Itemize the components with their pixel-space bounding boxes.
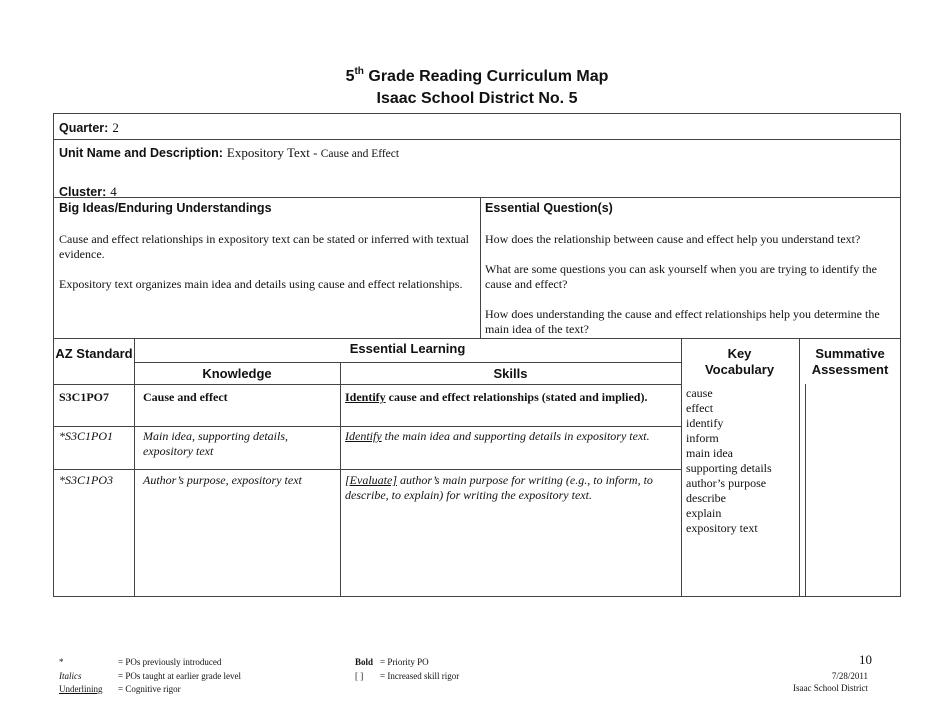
unit-row (59, 144, 399, 162)
unit-value: Expository Text (226, 145, 310, 160)
vocabulary-item: cause (686, 386, 713, 400)
legend-key: [ ] (355, 671, 364, 681)
row-2-skill-text: the main idea and supporting details in expository text. (381, 429, 650, 443)
essential-questions-heading: Essential Question(s) (485, 201, 613, 215)
divider (480, 197, 481, 338)
divider (53, 197, 901, 198)
unit-subvalue: Cause and Effect (320, 148, 400, 160)
vocabulary-item: expository text (686, 521, 758, 535)
header-skills: Skills (493, 366, 528, 381)
big-ideas-para-1: Cause and effect relationships in expository text can be stated or inferred with textual evidence. (59, 232, 469, 261)
title-rest: Grade Reading Curriculum Map (368, 68, 609, 85)
vocabulary-item: explain (686, 506, 722, 520)
big-ideas-heading: Big Ideas/Enduring Understandings (59, 201, 272, 215)
cluster-row (59, 183, 117, 201)
divider (53, 426, 682, 427)
grade-number: 5 (345, 68, 355, 85)
header-summative-assessment: Summative Assessment (811, 346, 889, 377)
district-title: Isaac School District No. 5 (376, 90, 578, 107)
row-3-skill-text: author’s main purpose for writing (e.g., to inform, to describe, to explain) for writing the expository text. (345, 473, 653, 502)
row-2-skill-verb: Identify (345, 429, 382, 443)
header-essential-learning: Essential Learning (349, 341, 466, 356)
header-knowledge: Knowledge (202, 366, 272, 381)
quarter-label: Quarter: (59, 121, 109, 135)
header-key-vocabulary: Key Vocabulary (704, 346, 775, 377)
essential-question-1: How does the relationship between cause and effect help you understand text? (485, 232, 861, 246)
divider (681, 338, 682, 597)
vocabulary-item: supporting details (686, 461, 772, 475)
legend-meaning: = POs previously introduced (118, 657, 222, 667)
divider (53, 139, 901, 140)
divider (805, 384, 806, 597)
row-3-skill-verb: [Evaluate] (345, 473, 397, 487)
vocabulary-list (686, 386, 798, 536)
legend-key: Bold (355, 657, 374, 667)
legend-meaning: = Increased skill rigor (380, 671, 460, 681)
legend-key: Italics (59, 671, 82, 681)
essential-question-2: What are some questions you can ask yourself when you are trying to identify the cause and effect? (485, 262, 877, 291)
row-3-knowledge: Author’s purpose, expository text (143, 473, 302, 487)
vocabulary-item: identify (686, 416, 724, 430)
row-1-standard: S3C1PO7 (59, 390, 110, 404)
footer-district: Isaac School District (793, 683, 868, 693)
legend-meaning: = POs taught at earlier grade level (118, 671, 242, 681)
vocabulary-item: inform (686, 431, 719, 445)
essential-question-3: How does understanding the cause and effect relationships help you determine the main idea of the text? (485, 307, 880, 336)
divider (134, 362, 681, 363)
divider (340, 362, 341, 597)
cluster-value: 4 (110, 184, 117, 199)
legend-meaning: = Cognitive rigor (118, 684, 181, 694)
vocabulary-item: describe (686, 491, 726, 505)
row-1-knowledge: Cause and effect (143, 390, 228, 404)
vocabulary-item: main idea (686, 446, 733, 460)
row-2-skill (345, 429, 667, 444)
cluster-label: Cluster: (59, 185, 107, 199)
row-1-skill-verb: Identify (345, 390, 386, 404)
row-1-skill (345, 390, 677, 405)
page-number: 10 (859, 652, 872, 667)
header-az-standard: AZ Standard (55, 346, 133, 361)
big-ideas-para-2: Expository text organizes main idea and details using cause and effect relationships. (59, 277, 463, 291)
row-3-skill (345, 473, 679, 503)
legend-key: * (59, 657, 64, 667)
vocabulary-item: author’s purpose (686, 476, 767, 490)
footer-date: 7/28/2011 (831, 671, 868, 681)
grade-superscript: th (354, 66, 364, 77)
quarter-row (59, 119, 119, 137)
quarter-value: 2 (112, 120, 119, 135)
row-2-knowledge: Main idea, supporting details, expository text (143, 429, 288, 458)
vocabulary-item: effect (686, 401, 714, 415)
unit-label: Unit Name and Description: (59, 146, 223, 160)
unit-separator: - (309, 145, 321, 160)
page-title (6, 68, 942, 86)
divider (53, 384, 682, 385)
row-3-standard: *S3C1PO3 (59, 473, 113, 487)
divider (53, 469, 682, 470)
legend-meaning: = Priority PO (380, 657, 429, 667)
divider (53, 338, 901, 339)
legend-key: Underlining (59, 684, 103, 694)
row-2-standard: *S3C1PO1 (59, 429, 113, 443)
row-1-skill-text: cause and effect relationships (stated and implied). (385, 390, 648, 404)
